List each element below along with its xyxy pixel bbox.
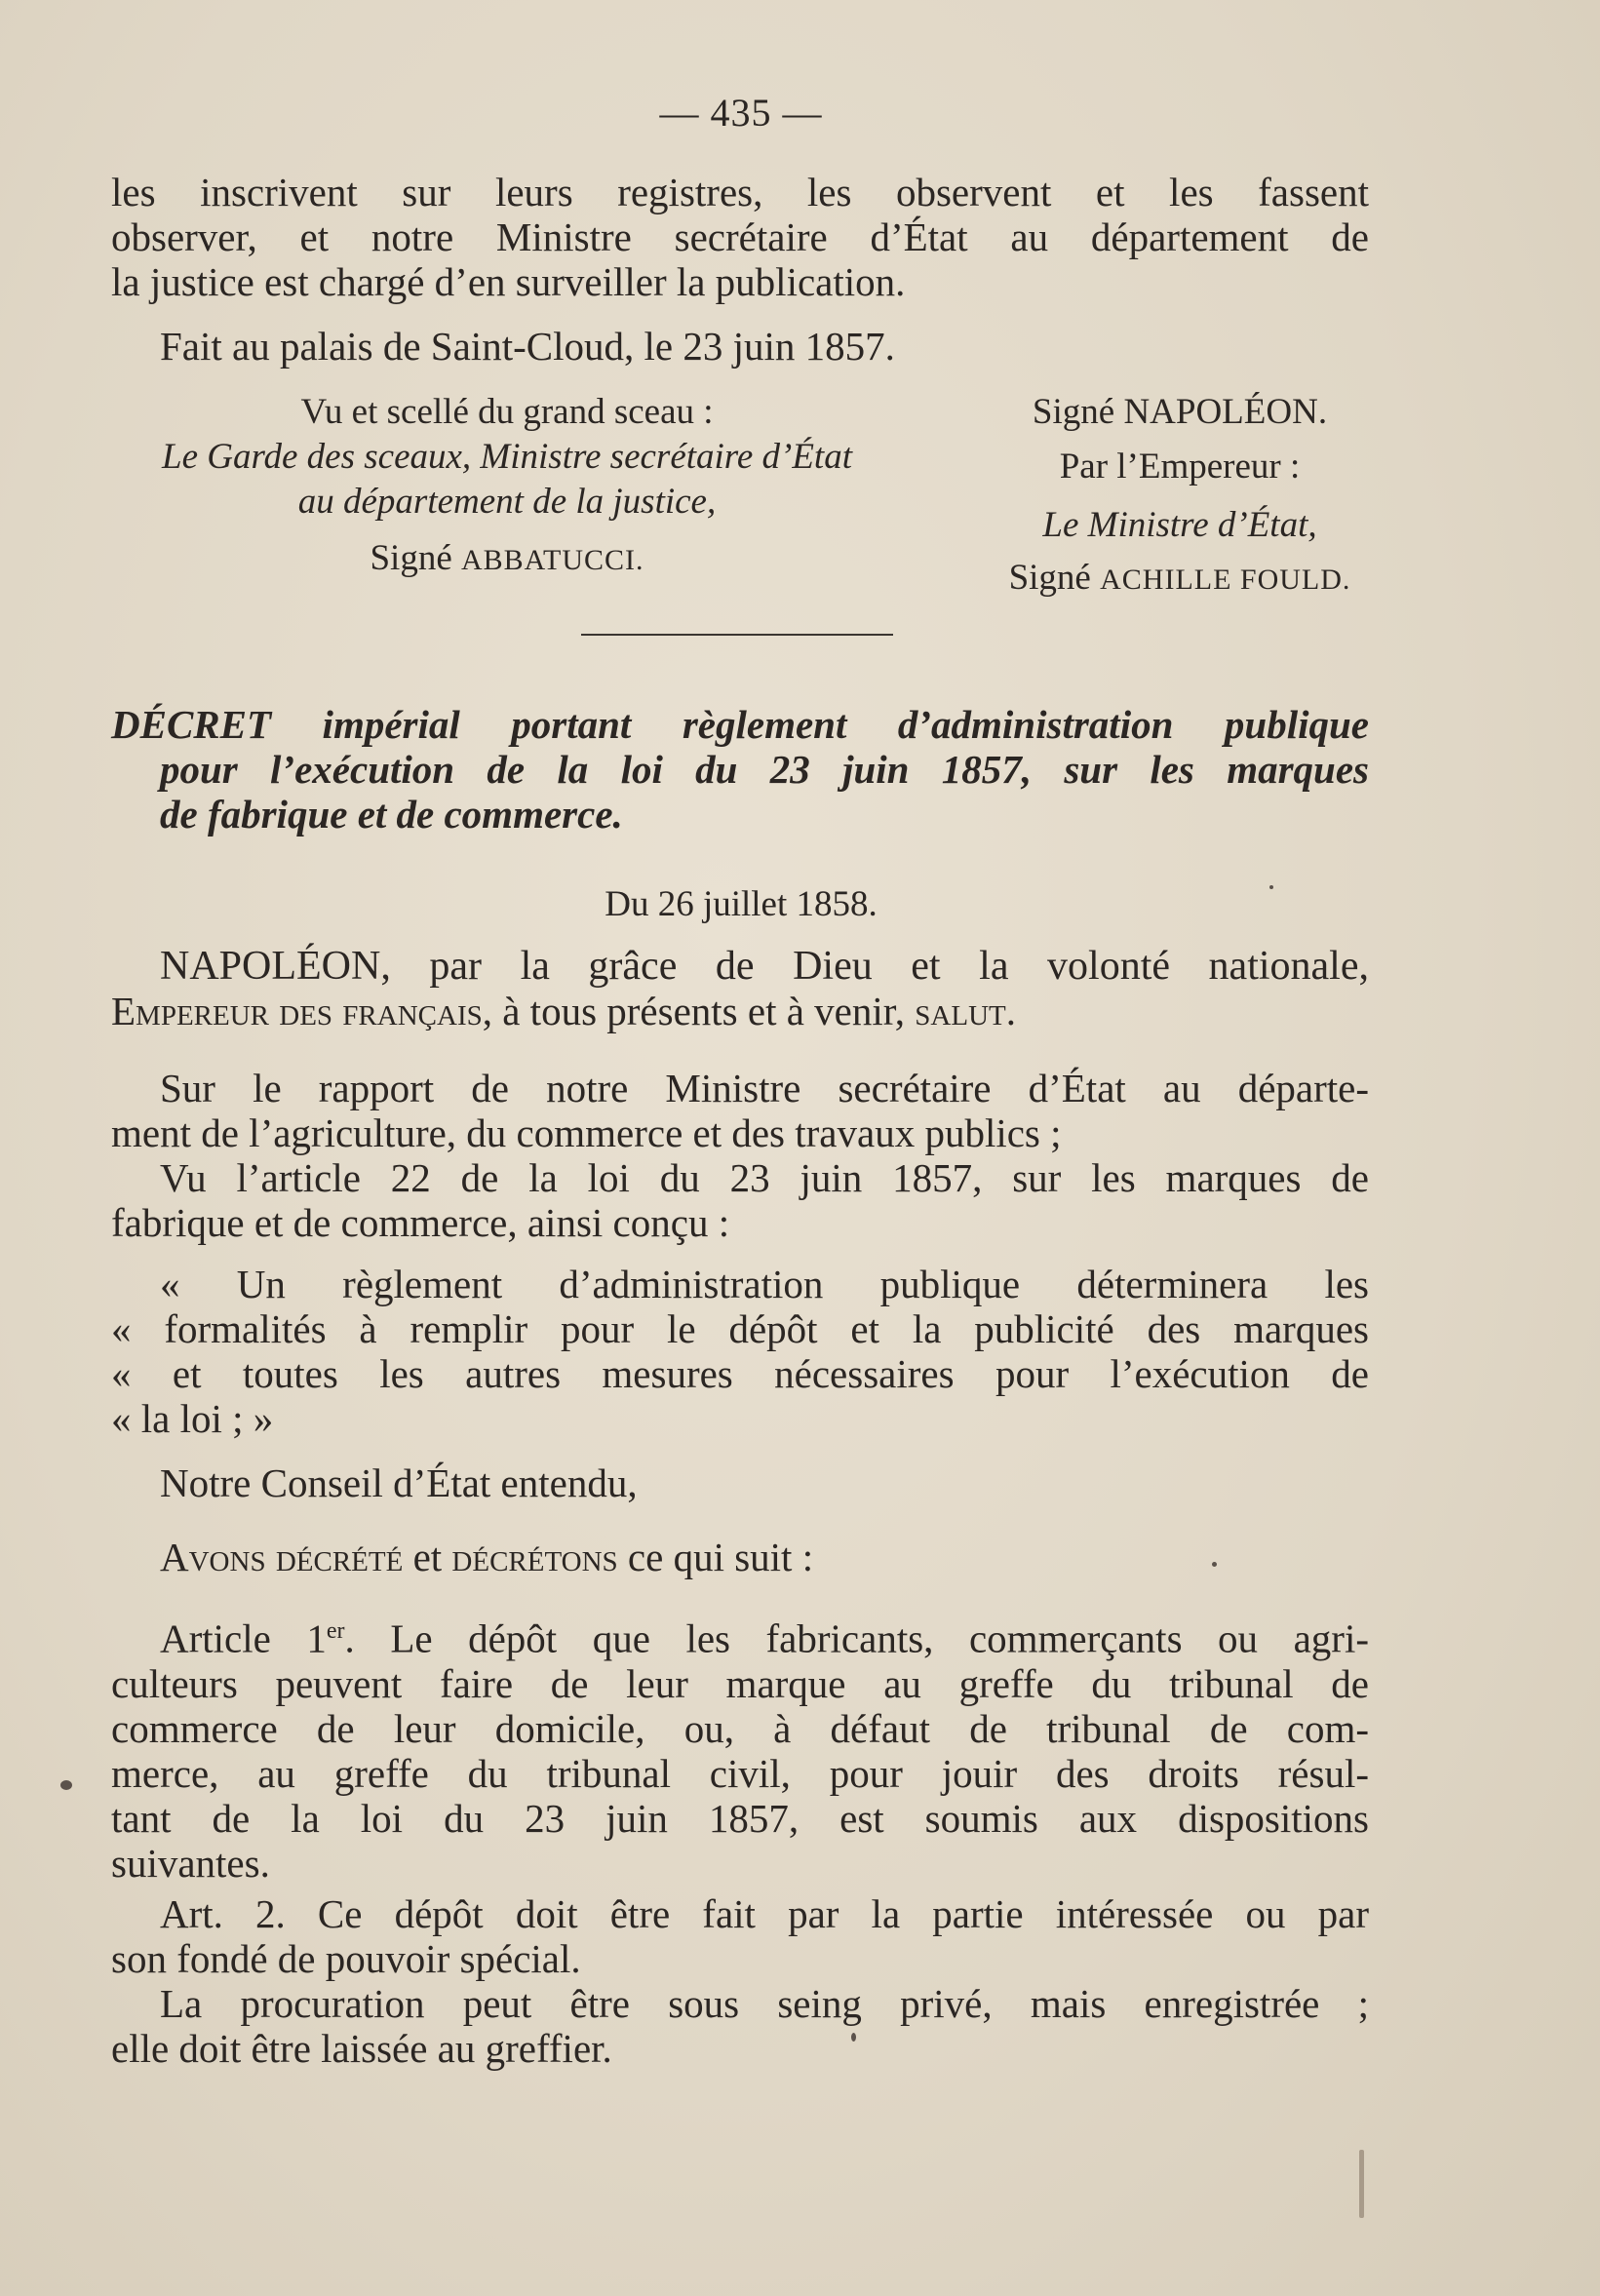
article-22-line-2: fabrique et de commerce, ainsi conçu : bbox=[111, 1200, 730, 1245]
ministre-d-etat-line: Le Ministre d’État, bbox=[1042, 505, 1317, 545]
article-1-line-6: suivantes. bbox=[111, 1840, 270, 1886]
article-2 bbox=[111, 1891, 1369, 2071]
abbatucci-signature: Signé ABBATUCCI. bbox=[370, 538, 644, 578]
decree-title-line-3: de fabrique et de commerce. bbox=[160, 792, 623, 837]
fait-au-palais: Fait au palais de Saint-Cloud, le 23 juin 1857. bbox=[160, 324, 895, 369]
quote-line-4: « la loi ; » bbox=[111, 1396, 274, 1441]
avons-decrete-line: Avons décrété et décrétons ce qui suit : bbox=[160, 1535, 814, 1579]
article-2-line-1: Art. 2. Ce dépôt doit être fait par la partie intéressée ou par bbox=[160, 1891, 1369, 1936]
quote-line-1: « Un règlement d’administration publique déterminera les bbox=[160, 1262, 1369, 1306]
rapport-paragraph bbox=[111, 1066, 1369, 1155]
article-2-line-4: elle doit être laissée au greffier. bbox=[111, 2026, 612, 2071]
preamble-line-1: NAPOLÉON, par la grâce de Dieu et la volonté nationale, bbox=[160, 944, 1369, 989]
opening-line-1: les inscrivent sur leurs registres, les observent et les fassent bbox=[111, 170, 1369, 214]
departement-justice-line: au département de la justice, bbox=[297, 482, 717, 522]
ink-speck bbox=[851, 2033, 856, 2042]
seal-line: Vu et scellé du grand sceau : bbox=[300, 392, 714, 432]
ink-speck bbox=[60, 1780, 72, 1790]
opening-line-2: observer, et notre Ministre secrétaire d’État au département de bbox=[111, 214, 1369, 259]
rapport-line-2: ment de l’agriculture, du commerce et des travaux publics ; bbox=[111, 1110, 1062, 1155]
paper-mark bbox=[1359, 2150, 1364, 2218]
signature-block-left bbox=[107, 390, 907, 583]
quote-line-2: « formalités à remplir pour le dépôt et la publicité des marques bbox=[111, 1306, 1369, 1351]
decree-date: Du 26 juillet 1858. bbox=[605, 884, 878, 924]
section-divider bbox=[581, 634, 893, 636]
preamble-line-2: Empereur des français, à tous présents et à venir, salut. bbox=[111, 989, 1016, 1033]
ink-speck bbox=[1269, 885, 1273, 889]
fould-signature: Signé ACHILLE FOULD. bbox=[1008, 558, 1351, 598]
article-1 bbox=[111, 1609, 1369, 1886]
salut: salut. bbox=[915, 989, 1016, 1033]
article-2-line-2: son fondé de pouvoir spécial. bbox=[111, 1936, 581, 1981]
article-1-line-5: tant de la loi du 23 juin 1857, est soumis aux dispositions bbox=[111, 1795, 1369, 1841]
napoleon-signature: Signé NAPOLÉON. bbox=[1032, 392, 1328, 432]
par-l-empereur-line: Par l’Empereur : bbox=[1059, 447, 1301, 486]
quote-line-3: « et toutes les autres mesures nécessaires pour l’exécution de bbox=[111, 1351, 1369, 1396]
fould-name: ACHILLE FOULD. bbox=[1100, 564, 1351, 596]
conseil-line: Notre Conseil d’État entendu, bbox=[160, 1460, 638, 1505]
opening-paragraph bbox=[111, 170, 1369, 304]
signature-block-right bbox=[975, 390, 1385, 603]
preamble bbox=[111, 944, 1369, 1033]
quoted-article bbox=[111, 1262, 1369, 1441]
article-2-line-3: La procuration peut être sous seing privé, mais enregistrée ; bbox=[160, 1981, 1369, 2026]
empereur-des-francais: Empereur des français bbox=[111, 989, 483, 1033]
article-22-paragraph bbox=[111, 1155, 1369, 1245]
garde-des-sceaux-line: Le Garde des sceaux, Ministre secrétaire d’État bbox=[162, 437, 852, 477]
article-1-line-1: Article 1er. Le dépôt que les fabricants, commerçants ou agri- bbox=[160, 1615, 1369, 1661]
article-1-line-4: merce, au greffe du tribunal civil, pour jouir des droits résul- bbox=[111, 1750, 1369, 1796]
opening-line-3: la justice est chargé d’en surveiller la publication. bbox=[111, 259, 906, 304]
article-22-line-1: Vu l’article 22 de la loi du 23 juin 1857, sur les marques de bbox=[160, 1155, 1369, 1200]
rapport-line-1: Sur le rapport de notre Ministre secrétaire d’État au départe- bbox=[160, 1066, 1369, 1110]
decree-title-line-1: DÉCRET impérial portant règlement d’administration publique bbox=[111, 702, 1369, 747]
article-1-line-3: commerce de leur domicile, ou, à défaut de tribunal de com- bbox=[111, 1705, 1369, 1751]
decree-title bbox=[111, 702, 1369, 837]
article-1-line-2: culteurs peuvent faire de leur marque au greffe du tribunal de bbox=[111, 1660, 1369, 1706]
page-number: — 435 — bbox=[659, 91, 823, 135]
abbatucci-name: ABBATUCCI. bbox=[461, 544, 644, 576]
ink-speck bbox=[1212, 1562, 1217, 1567]
decree-title-line-2: pour l’exécution de la loi du 23 juin 1857, sur les marques bbox=[160, 747, 1369, 792]
napoleon-name: NAPOLÉON. bbox=[1123, 392, 1328, 432]
